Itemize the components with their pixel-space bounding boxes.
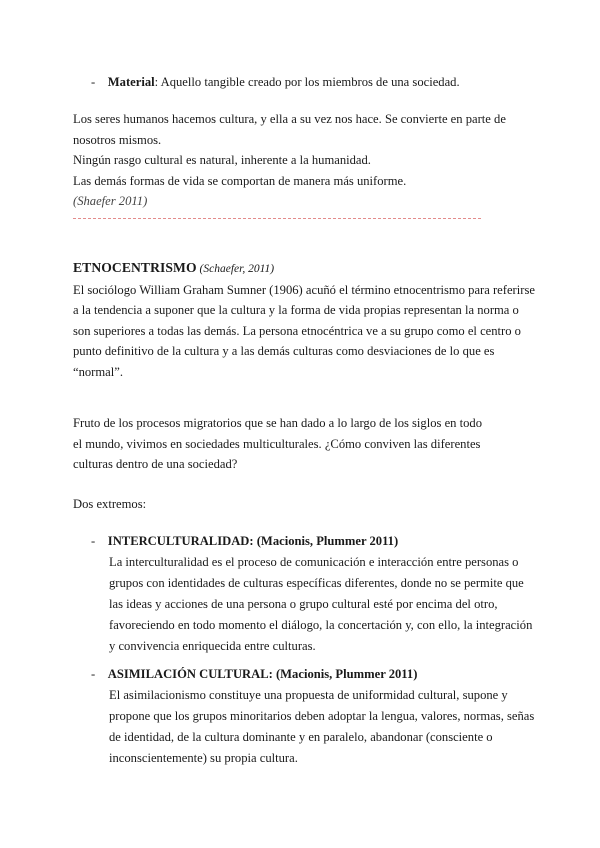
text-line: propone que los grupos minoritarios deben adoptar la lengua, valores, normas, señas <box>109 709 535 723</box>
asimilacion-body <box>109 685 534 769</box>
bullet-interculturalidad <box>91 531 398 552</box>
text-line: favoreciendo en todo momento el diálogo, la concertación y, con ello, la integración <box>109 618 533 632</box>
dashed-separator <box>73 218 481 219</box>
text-line: El asimilacionismo constituye una propuesta de uniformidad cultural, supone y <box>109 688 508 702</box>
text-line: Ningún rasgo cultural es natural, inherente a la humanidad. <box>73 153 371 167</box>
bullet-asimilacion <box>91 664 417 685</box>
text-line: El sociólogo William Graham Sumner (1906) acuñó el término etnocentrismo para referirse <box>73 282 535 297</box>
text-line: Dos extremos: <box>73 497 147 511</box>
intro-paragraph <box>73 109 506 212</box>
text-line: a la tendencia a suponer que la cultura y la forma de vida propias representan la norma o <box>73 303 519 317</box>
text-line: y convivencia enriquecida entre culturas. <box>109 639 316 653</box>
text-line: grupos con identidades de culturas específicas diferentes, donde no se permite que <box>109 576 524 590</box>
heading-citation: (Schaefer, 2011) <box>196 263 275 275</box>
text-line: de identidad, de la cultura dominante y en paralelo, abandonar (consciente o <box>109 730 493 744</box>
section-heading: ETNOCENTRISMO <box>73 260 197 275</box>
text-line: La interculturalidad es el proceso de comunicación e interacción entre personas o <box>109 555 519 569</box>
text-line: nosotros mismos. <box>73 132 162 147</box>
text-line: las ideas y acciones de una persona o grupo cultural esté por encima del otro, <box>109 597 498 611</box>
citation: (Shaefer 2011) <box>73 194 148 208</box>
text-line: inconscientemente) su propia cultura. <box>109 751 298 765</box>
text-line: Los seres humanos hacemos cultura, y ella a su vez nos hace. Se convierte en parte de <box>73 112 506 126</box>
extremes-label <box>73 494 146 515</box>
text-line: el mundo, vivimos en sociedades multiculturales. ¿Cómo conviven las diferentes <box>73 436 481 451</box>
material-term: Material <box>107 75 155 89</box>
bullet-material <box>91 72 460 93</box>
item-title: ASIMILACIÓN CULTURAL: (Macionis, Plummer 2011) <box>107 667 418 681</box>
text-line: Las demás formas de vida se comportan de manera más uniforme. <box>73 173 407 188</box>
text-line: son superiores a todas las demás. La persona etnocéntrica ve a su grupo como el centro o <box>73 323 521 338</box>
etnocentrismo-section <box>73 258 535 382</box>
text-line: Fruto de los procesos migratorios que se han dado a lo largo de los siglos en todo <box>73 416 483 430</box>
item-title: INTERCULTURALIDAD: (Macionis, Plummer 2011) <box>107 534 399 548</box>
bullet-dash: - <box>91 667 96 681</box>
text-line: punto definitivo de la cultura y a las demás culturas como desviaciones de lo que es <box>73 344 495 358</box>
interculturalidad-body <box>109 552 532 657</box>
material-definition: : Aquello tangible creado por los miembros de una sociedad. <box>154 75 460 89</box>
bullet-dash: - <box>91 534 96 548</box>
bullet-dash: - <box>91 75 96 89</box>
text-line: culturas dentro de una sociedad? <box>73 457 238 471</box>
text-line: “normal”. <box>73 364 123 379</box>
migration-paragraph <box>73 413 482 475</box>
